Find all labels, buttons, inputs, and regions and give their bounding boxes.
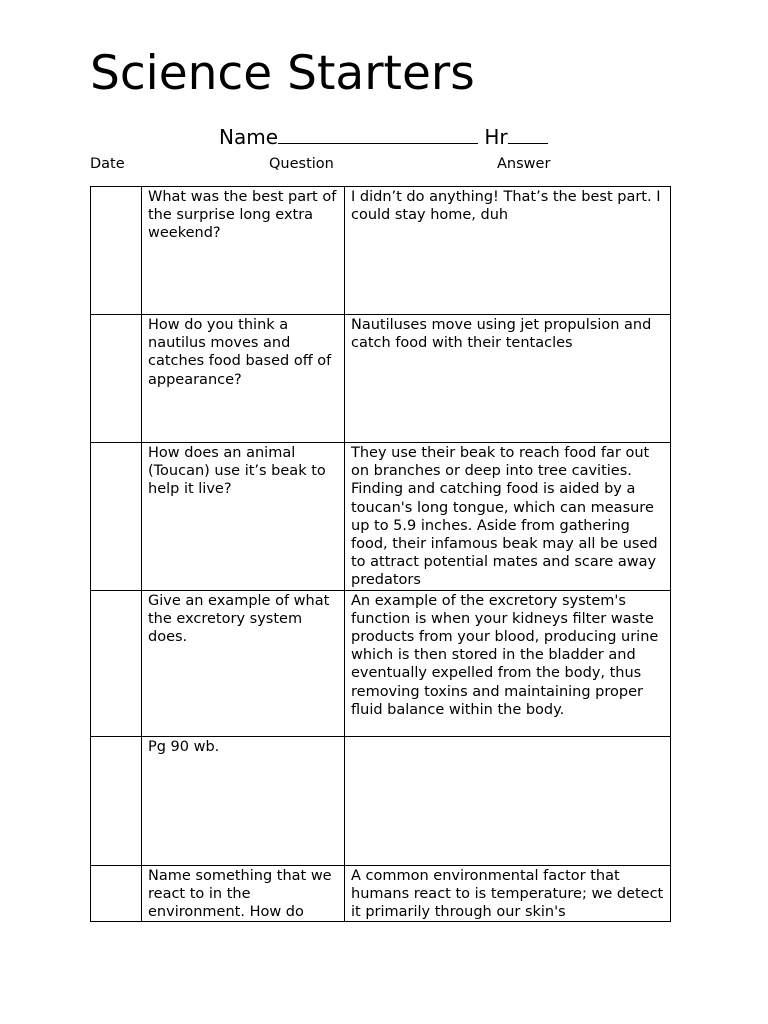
- answer-cell: [345, 315, 671, 443]
- question-text: How do you think a nautilus moves and catches food based off of appearance?: [148, 317, 332, 388]
- question-text: Give an example of what the excretory system does.: [148, 592, 330, 646]
- answer-text: They use their beak to reach food far out on branches or deep into tree cavities. Finding and catching food is aided by a toucan's long tongue, which can measure up to 5.9 inches. Aside from gathering food, their infamous beak may all be used to attract potential mates and scare away predators: [351, 445, 658, 589]
- hour-blank: [508, 123, 548, 144]
- table-row: [91, 315, 671, 443]
- date-cell: [91, 443, 142, 591]
- question-text: Name something that we react to in the environment. How do: [148, 867, 332, 921]
- column-header-question: Question: [269, 156, 334, 172]
- column-header-answer: Answer: [497, 156, 551, 172]
- table-row: [91, 736, 671, 865]
- answer-cell: [345, 590, 671, 736]
- answer-text: Nautiluses move using jet propulsion and catch food with their tentacles: [351, 317, 652, 352]
- answer-text: An example of the excretory system's function is when your kidneys filter waste products from your blood, producing urine which is then stored in the bladder and eventually expelled from the body, thus removing toxins and maintaining proper fluid balance within the body.: [351, 592, 659, 718]
- hour-label: Hr: [484, 125, 508, 149]
- question-cell: [142, 315, 345, 443]
- question-text: What was the best part of the surprise long extra weekend?: [148, 189, 337, 242]
- name-blank: [278, 123, 478, 144]
- table-row: [91, 443, 671, 591]
- date-cell: [91, 315, 142, 443]
- table-row: [91, 590, 671, 736]
- date-cell: [91, 736, 142, 865]
- name-hour-line: [219, 123, 548, 151]
- answer-cell: [345, 736, 671, 865]
- question-cell: [142, 865, 345, 922]
- science-starters-table: [90, 186, 671, 922]
- answer-text: A common environmental factor that humans react to is temperature; we detect it primarily through our skin's: [351, 867, 664, 921]
- question-text: How does an animal (Toucan) use it’s beak to help it live?: [148, 445, 326, 498]
- answer-cell: [345, 865, 671, 922]
- date-cell: [91, 187, 142, 315]
- date-cell: [91, 590, 142, 736]
- question-cell: [142, 187, 345, 315]
- table-row: [91, 187, 671, 315]
- page-title: Science Starters: [90, 46, 475, 101]
- question-cell: [142, 443, 345, 591]
- answer-cell: [345, 187, 671, 315]
- date-cell: [91, 865, 142, 922]
- question-cell: [142, 590, 345, 736]
- answer-text: I didn’t do anything! That’s the best part. I could stay home, duh: [351, 189, 661, 224]
- question-text: Pg 90 wb.: [148, 738, 220, 755]
- name-label: Name: [219, 125, 279, 149]
- column-header-date: Date: [90, 156, 125, 172]
- table-row: [91, 865, 671, 922]
- answer-cell: [345, 443, 671, 591]
- question-cell: [142, 736, 345, 865]
